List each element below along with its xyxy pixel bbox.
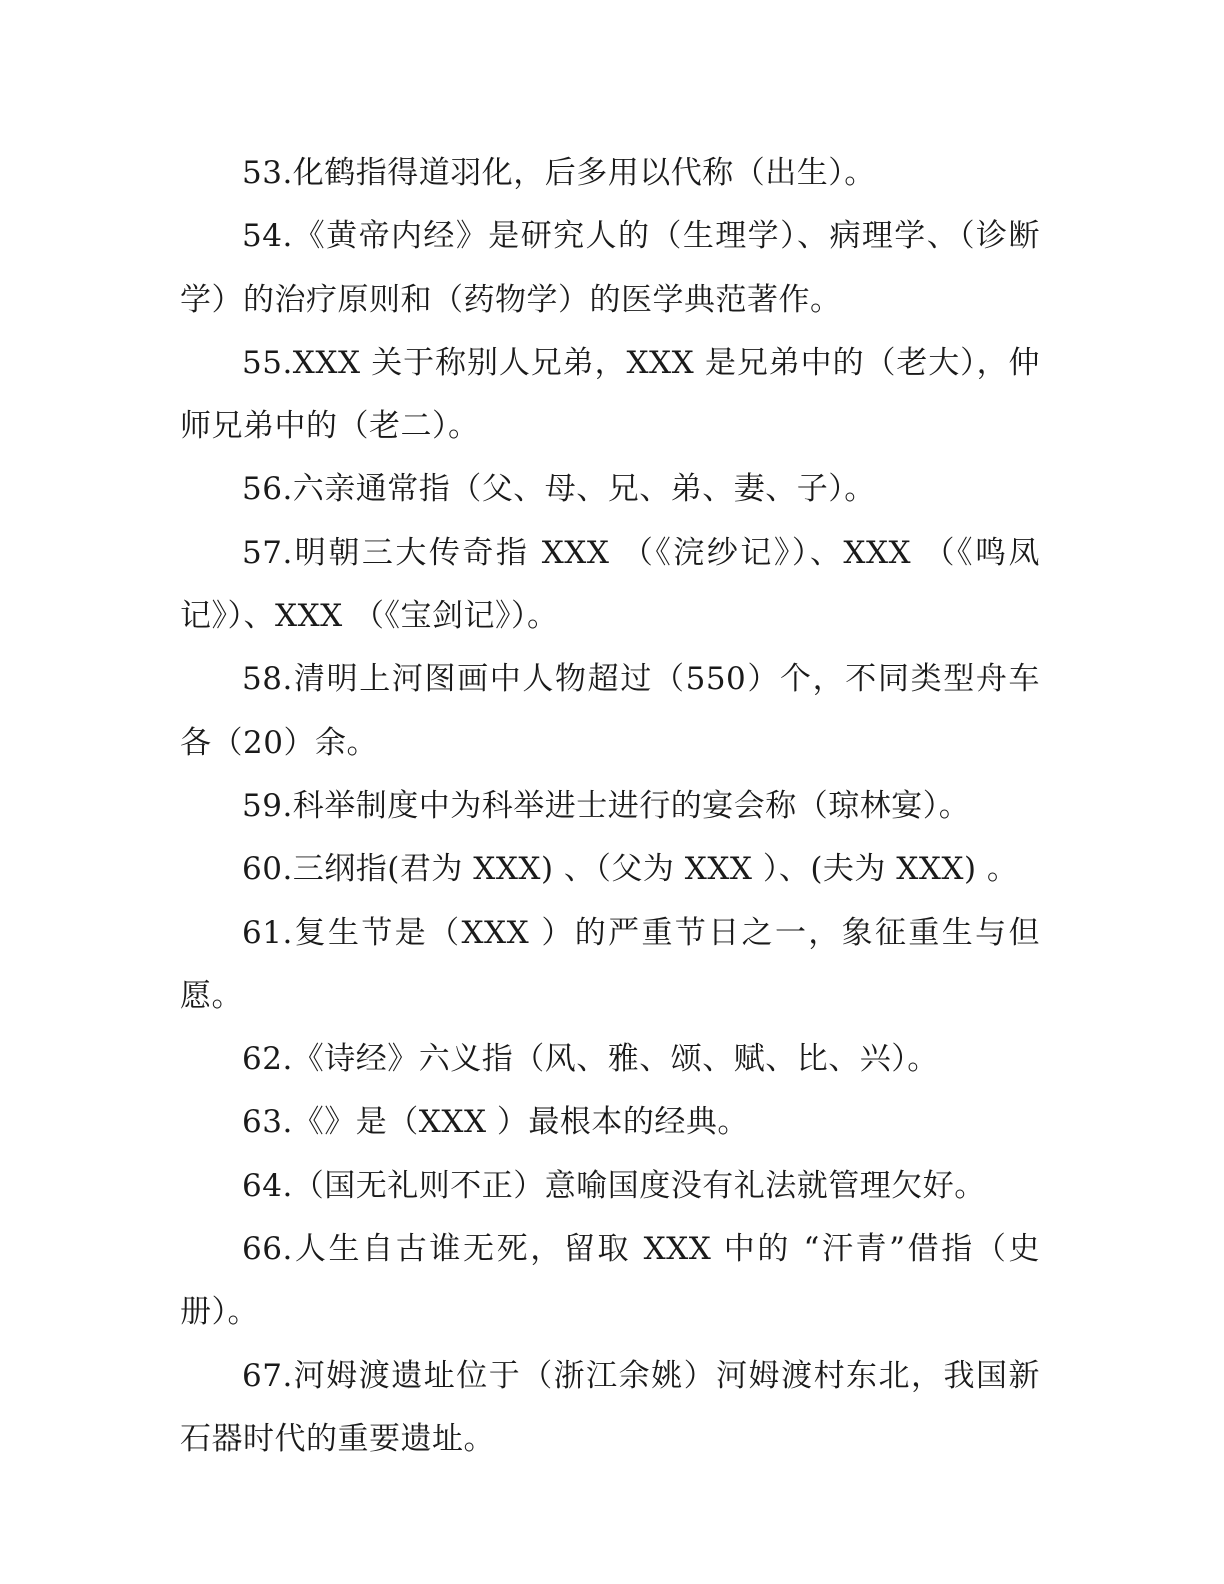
paragraph-66: 66.人生自古谁无死，留取 XXX 中的 “汗青”借指（史册）。 xyxy=(180,1231,1040,1331)
paragraph-56: 56.六亲通常指（父、母、兄、弟、妻、子）。 xyxy=(242,471,876,508)
paragraph-62: 62.《诗经》六义指（风、雅、颂、赋、比、兴）。 xyxy=(242,1041,939,1078)
paragraph-61: 61.复生节是（XXX ）的严重节日之一，象征重生与但愿。 xyxy=(180,914,1040,1014)
document-body xyxy=(180,142,1040,1471)
paragraph-59: 59.科举制度中为科举进士进行的宴会称（琼林宴）。 xyxy=(242,787,971,824)
paragraph-64: 64.（国无礼则不正）意喻国度没有礼法就管理欠好。 xyxy=(242,1167,986,1204)
paragraph-55: 55.XXX 关于称别人兄弟，XXX 是兄弟中的（老大），仲师兄弟中的（老二）。 xyxy=(180,344,1040,445)
paragraph-58: 58.清明上河图画中人物超过（550）个，不同类型舟车各（20）余。 xyxy=(180,661,1040,761)
paragraph-63: 63.《》是（XXX ）最根本的经典。 xyxy=(242,1104,749,1141)
paragraph-67: 67.河姆渡遗址位于（浙江余姚）河姆渡村东北，我国新石器时代的重要遗址。 xyxy=(180,1357,1040,1457)
paragraph-53: 53.化鹤指得道羽化，后多用以代称（出生）。 xyxy=(242,155,876,191)
paragraph-57: 57.明朝三大传奇指 XXX （《浣纱记》）、XXX （《鸣凤记》）、XXX （《宝剑记》）。 xyxy=(180,534,1040,635)
paragraph-54: 54.《黄帝内经》是研究人的（生理学）、病理学、（诊断学）的治疗原则和（药物学）的医学典范著作。 xyxy=(180,218,1040,318)
paragraph-60: 60.三纲指(君为 XXX) 、（父为 XXX ）、(夫为 XXX) 。 xyxy=(242,851,1019,888)
